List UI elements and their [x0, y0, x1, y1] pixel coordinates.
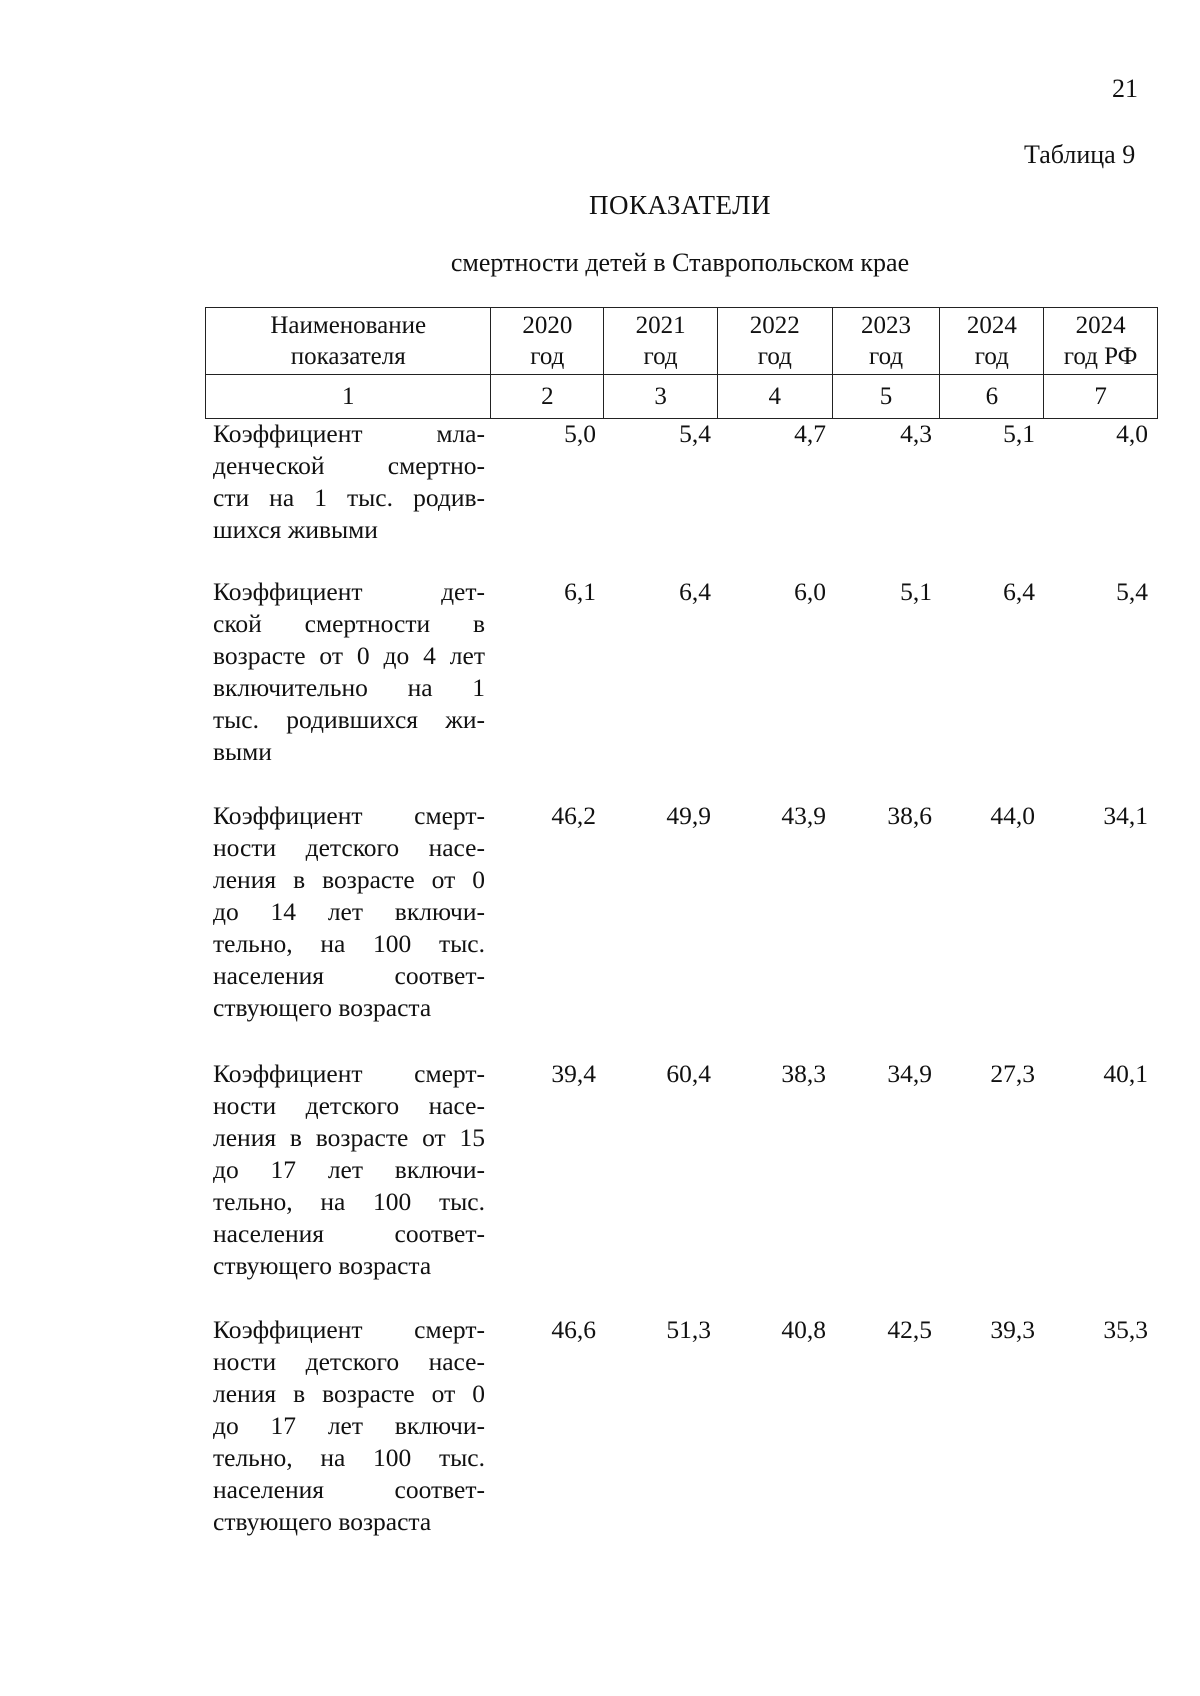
row-value: 38,6	[887, 801, 932, 830]
row-value: 5,4	[1116, 577, 1148, 606]
header-cell-2023: 2023 год	[832, 308, 940, 375]
header-cell-indicator: Наименование показателя	[206, 308, 491, 375]
row-value: 46,2	[551, 801, 596, 830]
row-label: Коэффициент дет- ской смертности в возрасте от 0 до 4 лет включительно на 1 тыс. родившихся жи- выми	[213, 577, 485, 766]
row-value: 4,0	[1116, 419, 1148, 448]
row-value: 43,9	[781, 801, 826, 830]
row-value: 42,5	[887, 1315, 932, 1344]
row-value: 6,0	[794, 577, 826, 606]
row-value: 38,3	[781, 1059, 826, 1088]
header-cell-2024-rf: 2024 год РФ	[1044, 308, 1158, 375]
row-value: 27,3	[990, 1059, 1035, 1088]
column-number: 1	[206, 375, 491, 419]
row-value: 49,9	[666, 801, 711, 830]
column-number-row	[206, 375, 1158, 419]
row-value: 6,4	[679, 577, 711, 606]
page-number: 21	[1112, 74, 1138, 103]
row-value: 39,4	[551, 1059, 596, 1088]
header-cell-2020: 2020 год	[491, 308, 604, 375]
table-label: Таблица 9	[1024, 140, 1136, 169]
row-value: 5,0	[564, 419, 596, 448]
column-number: 4	[717, 375, 832, 419]
row-value: 44,0	[990, 801, 1035, 830]
row-value: 39,3	[990, 1315, 1035, 1344]
row-label: Коэффициент смерт- ности детского насе- ления в возрасте от 0 до 17 лет включи- тельно, на 100 тыс. населения соответ- ствующего возраста	[213, 1315, 485, 1536]
document-subtitle: смертности детей в Ставропольском крае	[450, 248, 910, 277]
document-title: ПОКАЗАТЕЛИ	[589, 190, 771, 220]
header-cell-2022: 2022 год	[717, 308, 832, 375]
row-value: 6,4	[1003, 577, 1035, 606]
row-value: 35,3	[1103, 1315, 1148, 1344]
row-value: 34,1	[1103, 801, 1148, 830]
row-value: 5,1	[900, 577, 932, 606]
row-label: Коэффициент смерт- ности детского насе- ления в возрасте от 0 до 14 лет включи- тельно, на 100 тыс. населения соответ- ствующего возраста	[213, 801, 485, 1022]
row-value: 4,3	[900, 419, 932, 448]
header-row	[206, 308, 1158, 375]
row-value: 5,1	[1003, 419, 1035, 448]
header-cell-2021: 2021 год	[604, 308, 718, 375]
row-value: 46,6	[551, 1315, 596, 1344]
column-number: 6	[940, 375, 1044, 419]
row-value: 5,4	[679, 419, 711, 448]
row-value: 40,8	[781, 1315, 826, 1344]
column-number: 3	[604, 375, 718, 419]
row-value: 60,4	[666, 1059, 711, 1088]
column-number: 5	[832, 375, 940, 419]
column-number: 7	[1044, 375, 1158, 419]
row-label: Коэффициент мла- денческой смертно- сти на 1 тыс. родив- шихся живыми	[213, 419, 485, 544]
row-value: 6,1	[564, 577, 596, 606]
row-value: 40,1	[1103, 1059, 1148, 1088]
column-number: 2	[491, 375, 604, 419]
row-value: 34,9	[887, 1059, 932, 1088]
table-header	[205, 307, 1158, 419]
row-value: 4,7	[794, 419, 826, 448]
header-cell-2024: 2024 год	[940, 308, 1044, 375]
row-value: 51,3	[666, 1315, 711, 1344]
row-label: Коэффициент смерт- ности детского насе- ления в возрасте от 15 до 17 лет включи- тельно, на 100 тыс. населения соответ- ствующего возраста	[213, 1059, 485, 1280]
